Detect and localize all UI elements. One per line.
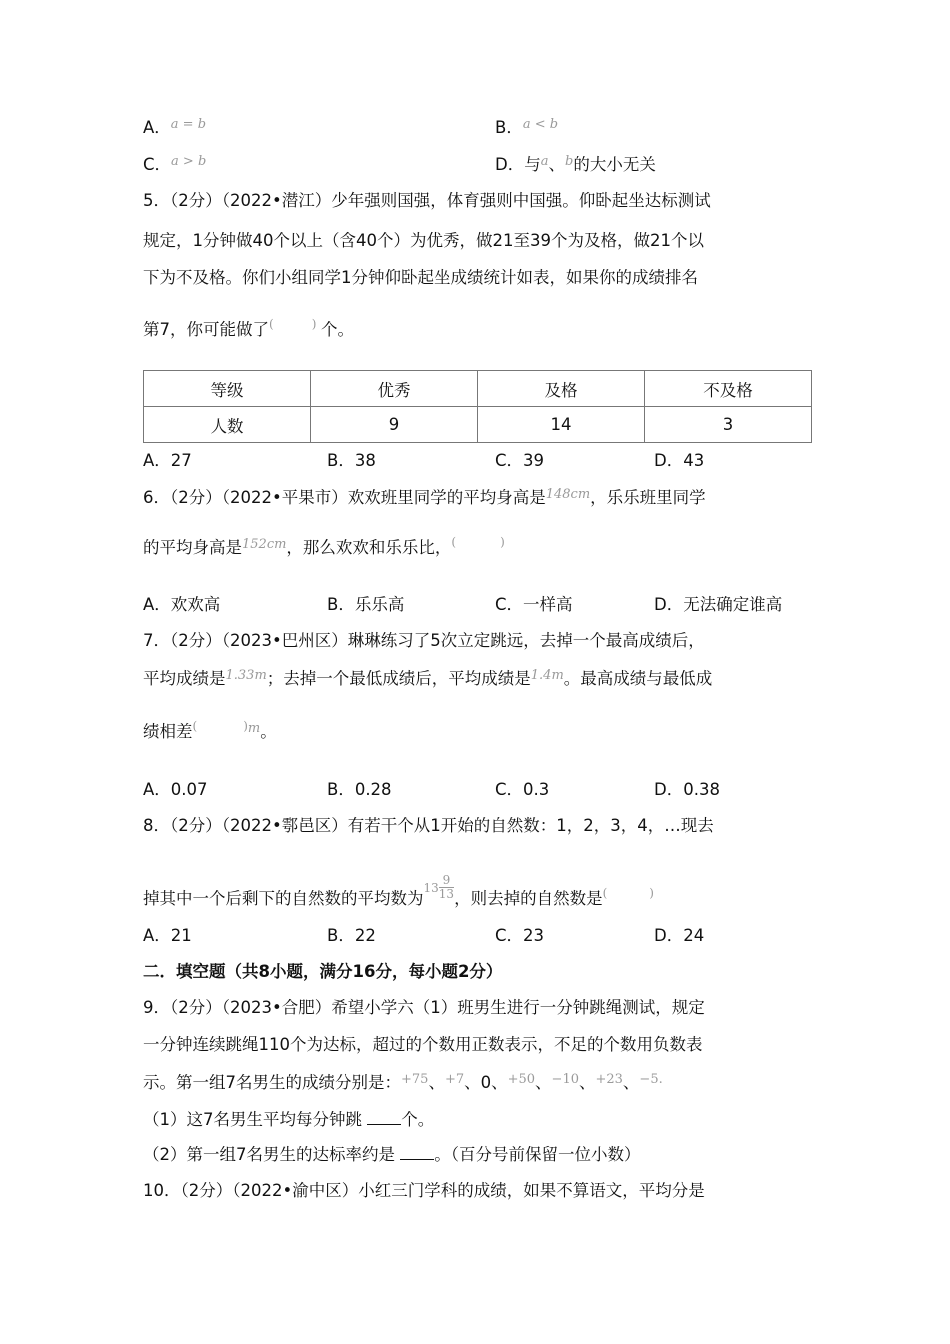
paren-open: ( [269, 317, 274, 331]
q8-line-2 [143, 873, 654, 913]
score-value: −5. [639, 1072, 663, 1087]
option-math: b [564, 154, 574, 169]
q9-sub-1 [143, 1108, 434, 1132]
q4-option-a [143, 116, 206, 142]
option-text: 的大小无关 [573, 155, 656, 174]
question-text: 个。 [321, 320, 354, 339]
q6-line-2 [143, 536, 505, 562]
q5-option-d: D．43 [654, 451, 705, 470]
mixed-number-whole: 13 [423, 881, 439, 895]
question-text: 6．（2分）（2022•平果市）欢欢班里同学的平均身高是 [143, 488, 546, 507]
paren-close: ) [500, 535, 505, 549]
score-value: −10 [551, 1072, 579, 1087]
fraction-denominator: 13 [438, 887, 455, 901]
q6-option-b: B．乐乐高 [327, 595, 405, 614]
option-label: D．与 [495, 155, 541, 174]
option-math: a = b [170, 117, 207, 132]
question-text: ，则去掉的自然数是 [454, 889, 603, 908]
q7-option-d: D．0.38 [654, 780, 720, 799]
q4-option-d [495, 153, 656, 179]
score-separator: 、 [428, 1073, 445, 1092]
question-text: 个。 [401, 1110, 435, 1129]
paren-open: ( [602, 886, 608, 900]
table-cell: 14 [478, 407, 645, 443]
question-text: 平均成绩是 [143, 669, 226, 688]
score-value: +50 [507, 1072, 536, 1087]
question-text: ，那么欢欢和乐乐比， [286, 538, 452, 557]
option-math: a [540, 154, 549, 169]
table-cell: 3 [645, 407, 812, 443]
option-math: a < b [522, 117, 559, 132]
option-text: 、 [548, 155, 565, 174]
answer-paren [603, 881, 654, 905]
score-separator: 、 [464, 1073, 481, 1092]
table-header: 等级 [144, 371, 311, 407]
option-math: a > b [171, 154, 207, 169]
q5-line-1: 5．（2分）（2022•潜江）少年强则国强，体育强则中国强。仰卧起坐达标测试 [143, 191, 711, 210]
table-header: 优秀 [311, 371, 478, 407]
math-value: 1.33m [225, 668, 267, 683]
q4-option-b [495, 116, 558, 142]
answer-paren [451, 530, 504, 554]
answer-paren [269, 312, 321, 336]
q7-line-1: 7．（2分）（2023•巴州区）琳琳练习了5次立定跳远，去掉一个最高成绩后， [143, 631, 705, 650]
table-header: 及格 [478, 371, 645, 407]
answer-blank[interactable] [367, 1108, 401, 1125]
math-value: 148cm [545, 487, 591, 502]
question-text: 掉其中一个后剩下的自然数的平均数为 [143, 889, 424, 908]
score-value: 0 [480, 1073, 492, 1092]
q8-line-1: 8．（2分）（2022•鄠邑区）有若干个从1开始的自然数：1，2，3，4，…现去 [143, 816, 714, 835]
q5-option-c: C．39 [495, 451, 545, 470]
section-title: 二．填空题（共8小题，满分16分，每小题2分） [143, 962, 503, 981]
option-label: C． [143, 155, 172, 174]
paren-close: ) [243, 719, 248, 733]
fraction-numerator: 9 [439, 874, 454, 888]
math-value: 152cm [242, 537, 287, 552]
score-separator: 、 [622, 1073, 640, 1092]
table-cell: 人数 [144, 407, 311, 443]
option-label: B． [495, 118, 523, 137]
table-row [144, 407, 812, 443]
q5-option-a: A．27 [143, 451, 192, 470]
question-text: ；去掉一个最低成绩后，平均成绩是 [266, 669, 531, 688]
paren-open: ( [451, 535, 457, 549]
score-value: +7 [444, 1072, 465, 1087]
q10-line-1: 10．（2分）（2022•渝中区）小红三门学科的成绩，如果不算语文，平均分是 [143, 1181, 705, 1200]
answer-blank[interactable] [400, 1143, 434, 1160]
question-text: 。（百分号前保留一位小数） [434, 1145, 641, 1164]
paren-open: ( [192, 719, 198, 733]
paren-close: ) [649, 886, 654, 900]
score-separator: 、 [578, 1073, 596, 1092]
q9-line-1: 9．（2分）（2023•合肥）希望小学六（1）班男生进行一分钟跳绳测试，规定 [143, 998, 705, 1017]
q7-option-b: B．0.28 [327, 780, 392, 799]
q7-line-3 [143, 720, 277, 746]
q7-option-c: C．0.3 [495, 780, 550, 799]
score-separator: 、 [535, 1073, 552, 1092]
q8-option-d: D．24 [654, 926, 705, 945]
q6-option-d: D．无法确定谁高 [654, 595, 783, 614]
q5-line-2: 规定，1分钟做40个以上（含40个）为优秀，做21至39个为及格，做21个以 [143, 231, 704, 250]
q6-line-1 [143, 486, 706, 512]
q5-line-4 [143, 318, 354, 343]
option-label: A． [143, 118, 171, 137]
answer-paren [193, 714, 248, 738]
q7-option-a: A．0.07 [143, 780, 208, 799]
q5-option-b: B．38 [327, 451, 376, 470]
q9-line-2: 一分钟连续跳绳110个为达标，超过的个数用正数表示，不足的个数用负数表 [143, 1035, 703, 1054]
paren-close: ) [311, 317, 317, 331]
score-value: +75 [401, 1072, 429, 1087]
question-text: 绩相差 [143, 722, 193, 741]
question-text: 。最高成绩与最低成 [563, 669, 713, 688]
q6-option-c: C．一样高 [495, 595, 573, 614]
question-text: 。 [260, 722, 277, 741]
q8-option-b: B．22 [327, 926, 376, 945]
question-text: 的平均身高是 [143, 538, 242, 557]
question-text: （2）第一组7名男生的达标率约是 [143, 1145, 395, 1164]
q8-option-a: A．21 [143, 926, 192, 945]
q9-sub-2 [143, 1143, 641, 1167]
score-value: +23 [595, 1072, 623, 1087]
mixed-number-fraction [439, 874, 454, 901]
q7-line-2 [143, 667, 712, 693]
q9-line-3 [143, 1071, 663, 1097]
q5-line-3: 下为不及格。你们小组同学1分钟仰卧起坐成绩统计如表，如果你的成绩排名 [143, 268, 698, 287]
question-text: 示。第一组7名男生的成绩分别是： [143, 1073, 401, 1092]
question-text: 第7，你可能做了 [143, 320, 269, 339]
table-row [144, 371, 812, 407]
table-cell: 9 [311, 407, 478, 443]
score-separator: 、 [491, 1073, 508, 1092]
grade-table [143, 370, 812, 443]
question-text: （1）这7名男生平均每分钟跳 [143, 1110, 362, 1129]
q8-option-c: C．23 [495, 926, 545, 945]
table-header: 不及格 [645, 371, 812, 407]
math-value: m [247, 721, 261, 736]
question-text: ，乐乐班里同学 [590, 488, 706, 507]
math-value: 1.4m [530, 668, 564, 683]
q4-option-c [143, 153, 206, 179]
q6-option-a: A．欢欢高 [143, 595, 221, 614]
